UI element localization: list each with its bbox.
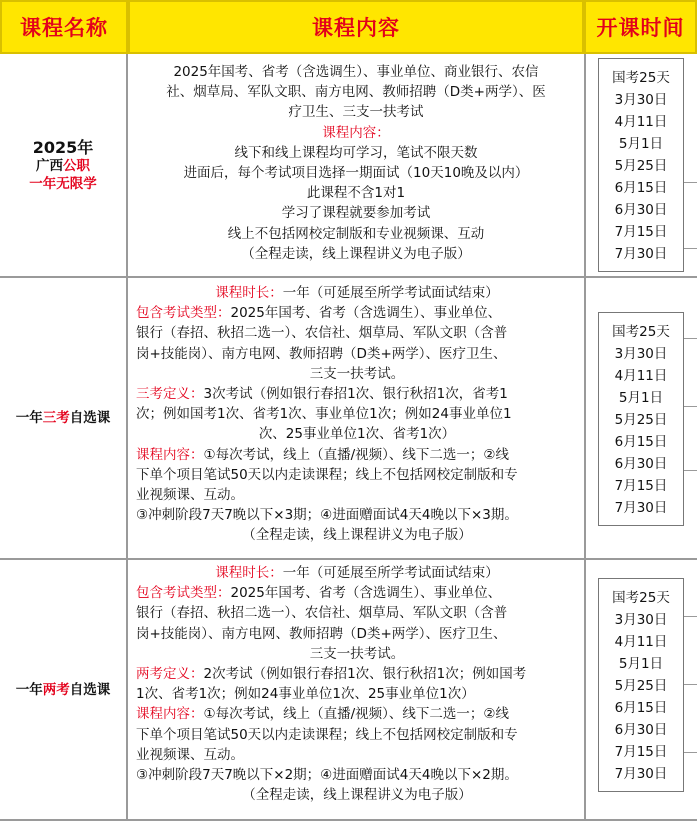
start-date: 4月11日 xyxy=(614,114,668,130)
header-course-name: 课程名称 xyxy=(0,0,128,54)
start-date: 国考25天 xyxy=(612,324,670,340)
content-line: ①每次考试，线上（直播/视频）、线下二选一；②线 xyxy=(203,446,510,463)
course-category: 公职 xyxy=(63,158,90,174)
content-section-label: 课程时长： xyxy=(215,285,283,301)
course-region: 广西 xyxy=(36,158,63,174)
start-date: 6月15日 xyxy=(614,180,668,196)
course-name-part: 一年 xyxy=(15,681,43,698)
content-line: 业视频课、互动。 xyxy=(136,487,244,504)
edge-gridlines xyxy=(684,0,697,821)
start-dates-box xyxy=(598,58,684,272)
content-section-label: 包含考试类型： xyxy=(136,305,231,322)
content-line: 进面后，每个考试项目选择一期面试（10天10晚及以内） xyxy=(183,165,529,182)
content-line: 一年（可延展至所学考试面试结束） xyxy=(282,285,499,301)
course-content-cell xyxy=(134,283,578,546)
course-name-cell xyxy=(0,278,126,558)
content-line: 1次、省考1次；例如24事业单位1次、25事业单位1次） xyxy=(136,686,475,703)
start-date: 5月1日 xyxy=(618,390,664,406)
start-date: 3月30日 xyxy=(614,346,668,362)
start-date: 6月30日 xyxy=(614,722,668,738)
content-line: （全程走读，线上课程讲义为电子版） xyxy=(242,787,472,804)
content-line: ①每次考试，线上（直播/视频）、线下二选一；②线 xyxy=(203,706,510,723)
header-course-content: 课程内容 xyxy=(128,0,584,54)
content-line: 业视频课、互动。 xyxy=(136,746,244,763)
content-section-label: 课程内容： xyxy=(136,446,204,463)
course-year: 2025年 xyxy=(32,138,94,157)
content-line: 2025年国考、省考（含选调生）、事业单位、商业银行、农信 xyxy=(173,64,539,80)
start-dates-box xyxy=(598,312,684,526)
content-line: 三支一扶考试。 xyxy=(309,645,405,662)
content-line: （全程走读，线上课程讲义为电子版） xyxy=(242,527,472,544)
content-line: 疗卫生、三支一扶考试 xyxy=(288,104,424,121)
content-line: 2次考试（例如银行春招1次、银行秋招1次；例如国考 xyxy=(203,666,527,683)
start-date: 7月15日 xyxy=(614,744,668,760)
start-date: 5月25日 xyxy=(614,678,668,694)
content-section-label: 课程内容： xyxy=(136,706,204,723)
content-line: 次；例如国考1次、省考1次、事业单位1次；例如24事业单位1 xyxy=(136,406,512,423)
content-line: 线上不包括网校定制版和专业视频课、互动 xyxy=(227,225,485,242)
content-line: 3次考试（例如银行春招1次、银行秋招1次，省考1 xyxy=(203,386,508,403)
start-date: 7月30日 xyxy=(614,500,668,516)
content-line: ③冲刺阶段7天7晚以下×2期；④进面赠面试4天4晚以下×2期。 xyxy=(136,767,518,784)
content-line: 2025年国考、省考（含选调生）、事业单位、 xyxy=(230,585,502,602)
course-plan: 一年无限学 xyxy=(29,176,97,192)
course-name-part: 自选课 xyxy=(69,681,111,698)
start-date: 4月11日 xyxy=(614,634,668,650)
course-name-cell xyxy=(0,56,126,276)
content-line: ③冲刺阶段7天7晚以下×3期；④进面赠面试4天4晚以下×3期。 xyxy=(136,507,518,524)
start-date: 5月25日 xyxy=(614,412,668,428)
start-date: 5月25日 xyxy=(614,158,668,174)
start-date: 3月30日 xyxy=(614,92,668,108)
course-name-part: 自选课 xyxy=(69,410,111,426)
content-section-label: 课程时长： xyxy=(215,565,283,581)
course-name-part: 一年 xyxy=(15,410,43,426)
start-date: 6月30日 xyxy=(614,202,668,218)
content-section-label: 两考定义： xyxy=(136,666,204,683)
start-date: 3月30日 xyxy=(614,612,668,628)
start-date: 国考25天 xyxy=(612,590,670,606)
content-line: （全程走读，线上课程讲义为电子版） xyxy=(241,245,471,262)
start-dates-box xyxy=(598,578,684,792)
start-date: 7月15日 xyxy=(614,478,668,494)
content-line: 下单个项目笔试50天以内走读课程；线上不包括网校定制版和专 xyxy=(136,726,518,743)
content-section-label: 课程内容： xyxy=(322,124,390,141)
start-date: 国考25天 xyxy=(612,70,670,86)
content-line: 三支一扶考试。 xyxy=(309,365,405,382)
content-line: 学习了课程就要参加考试 xyxy=(281,205,431,222)
course-content-cell xyxy=(134,563,578,805)
content-line: 银行（春招、秋招二选一）、农信社、烟草局、军队文职（含普 xyxy=(136,325,508,342)
course-name-highlight: 两考 xyxy=(42,681,70,698)
start-date: 6月15日 xyxy=(614,434,668,450)
start-date: 6月30日 xyxy=(614,456,668,472)
content-line: 此课程不含1对1 xyxy=(306,185,406,202)
start-date: 5月1日 xyxy=(618,136,664,152)
content-line: 银行（春招、秋招二选一）、农信社、烟草局、军队文职（含普 xyxy=(136,605,508,622)
content-section-label: 三考定义： xyxy=(136,386,204,403)
content-line: 2025年国考、省考（含选调生）、事业单位、 xyxy=(230,305,502,322)
start-date: 4月11日 xyxy=(614,368,668,384)
content-line: 一年（可延展至所学考试面试结束） xyxy=(282,565,499,581)
start-date: 7月30日 xyxy=(614,766,668,782)
header-start-time: 开课时间 xyxy=(584,0,697,54)
start-date: 7月30日 xyxy=(614,246,668,262)
course-name-cell xyxy=(0,560,126,819)
content-line: 线下和线上课程均可学习，笔试不限天数 xyxy=(234,144,478,161)
content-line: 社、烟草局、军队文职、南方电网、教师招聘（D类+两学）、医 xyxy=(166,84,546,101)
start-date: 6月15日 xyxy=(614,700,668,716)
content-line: 次、25事业单位1次、省考1次） xyxy=(258,426,456,443)
content-line: 岗+技能岗）、南方电网、教师招聘（D类+两学）、医疗卫生、 xyxy=(136,345,507,362)
start-date: 7月15日 xyxy=(614,224,668,240)
content-section-label: 包含考试类型： xyxy=(136,585,231,602)
column-divider xyxy=(126,54,128,821)
course-content-cell xyxy=(134,62,578,264)
course-name-highlight: 三考 xyxy=(42,410,70,426)
content-line: 下单个项目笔试50天以内走读课程；线上不包括网校定制版和专 xyxy=(136,466,518,483)
content-line: 岗+技能岗）、南方电网、教师招聘（D类+两学）、医疗卫生、 xyxy=(136,625,507,642)
start-date: 5月1日 xyxy=(618,656,664,672)
column-divider xyxy=(584,54,586,821)
